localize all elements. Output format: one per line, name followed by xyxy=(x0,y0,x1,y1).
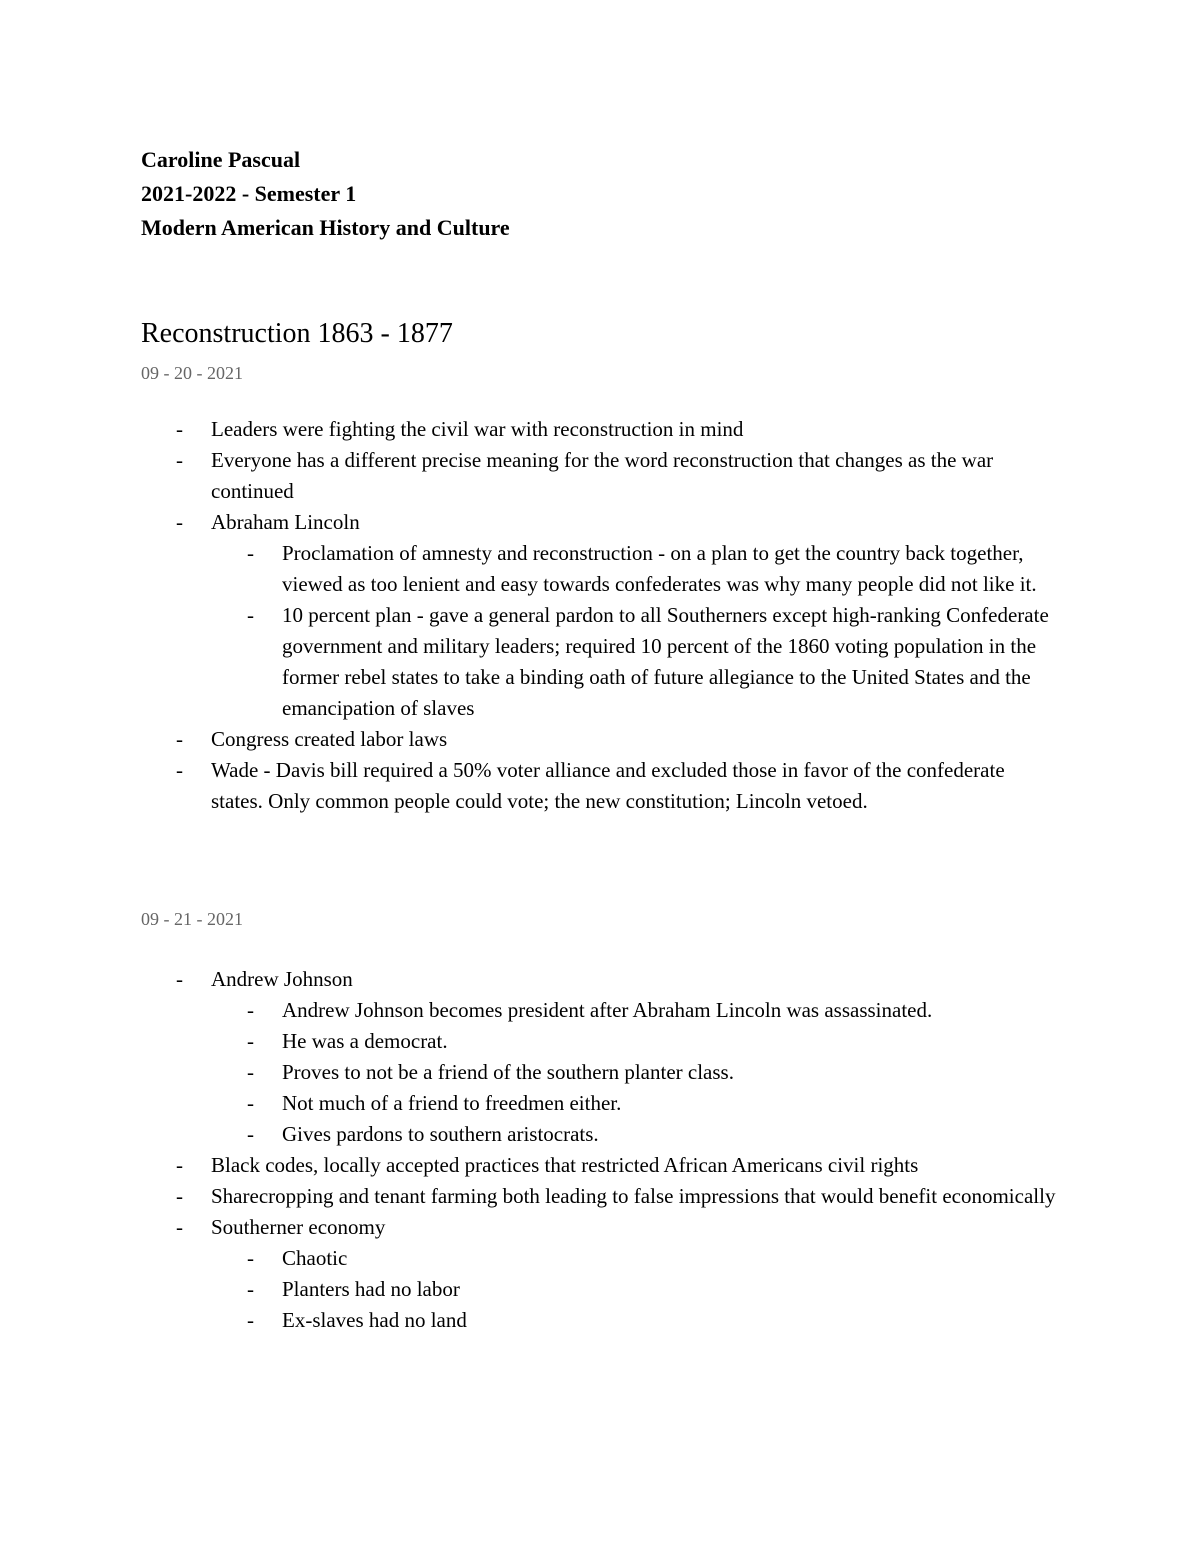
bullet-dash: - xyxy=(176,448,183,472)
list-item: - Andrew Johnson xyxy=(0,964,1200,995)
bullet-dash: - xyxy=(176,510,183,534)
bullet-dash: - xyxy=(176,967,183,991)
list-item: - Not much of a friend to freedmen either. xyxy=(0,1088,1200,1119)
list-item: - Congress created labor laws xyxy=(0,724,1200,755)
list-item: - Proclamation of amnesty and reconstruction - on a plan to get the country back together, viewed as too lenient and easy towards confederates was why many people did not like it. xyxy=(0,538,1200,600)
bullet-dash: - xyxy=(176,758,183,782)
bullet-dash: - xyxy=(247,541,254,565)
bullet-dash: - xyxy=(247,1029,254,1053)
section-title: Reconstruction 1863 - 1877 xyxy=(141,318,453,349)
bullet-dash: - xyxy=(176,1184,183,1208)
list-item: - Abraham Lincoln xyxy=(0,507,1200,538)
list-item: - Sharecropping and tenant farming both leading to false impressions that would benefit economically xyxy=(0,1181,1200,1212)
entry-list-1 xyxy=(0,414,1200,817)
document-header xyxy=(141,143,1061,245)
entry-date-1: 09 - 20 - 2021 xyxy=(141,363,243,383)
list-item: - Southerner economy xyxy=(0,1212,1200,1243)
list-item: - Leaders were fighting the civil war with reconstruction in mind xyxy=(0,414,1200,445)
list-item: - 10 percent plan - gave a general pardon to all Southerners except high-ranking Confederate government and military leaders; required 10 percent of the 1860 voting population in the former rebel states to take a binding oath of future allegiance to the United States and the emancipation of slaves xyxy=(0,600,1200,724)
bullet-dash: - xyxy=(247,1277,254,1301)
student-name: Caroline Pascual xyxy=(141,147,301,172)
bullet-dash: - xyxy=(176,1215,183,1239)
list-item: - Everyone has a different precise meaning for the word reconstruction that changes as the war continued xyxy=(0,445,1200,507)
bullet-dash: - xyxy=(176,417,183,441)
list-item: - Black codes, locally accepted practices that restricted African Americans civil rights xyxy=(0,1150,1200,1181)
bullet-dash: - xyxy=(247,1308,254,1332)
list-item: - Wade - Davis bill required a 50% voter alliance and excluded those in favor of the confederate states. Only common people could vote; the new constitution; Lincoln vetoed. xyxy=(0,755,1200,817)
course-title: Modern American History and Culture xyxy=(141,215,510,240)
bullet-dash: - xyxy=(247,1246,254,1270)
list-item: - Chaotic xyxy=(0,1243,1200,1274)
bullet-dash: - xyxy=(176,727,183,751)
list-item: - Planters had no labor xyxy=(0,1274,1200,1305)
list-item: - Andrew Johnson becomes president after Abraham Lincoln was assassinated. xyxy=(0,995,1200,1026)
bullet-dash: - xyxy=(247,603,254,627)
entry-list-2 xyxy=(0,964,1200,1336)
entry-date-2: 09 - 21 - 2021 xyxy=(141,909,243,929)
term-label: 2021-2022 - Semester 1 xyxy=(141,181,357,206)
list-item: - Gives pardons to southern aristocrats. xyxy=(0,1119,1200,1150)
bullet-dash: - xyxy=(176,1153,183,1177)
list-item: - Proves to not be a friend of the southern planter class. xyxy=(0,1057,1200,1088)
list-item: - He was a democrat. xyxy=(0,1026,1200,1057)
bullet-dash: - xyxy=(247,998,254,1022)
list-item: - Ex-slaves had no land xyxy=(0,1305,1200,1336)
bullet-dash: - xyxy=(247,1091,254,1115)
bullet-dash: - xyxy=(247,1060,254,1084)
bullet-dash: - xyxy=(247,1122,254,1146)
